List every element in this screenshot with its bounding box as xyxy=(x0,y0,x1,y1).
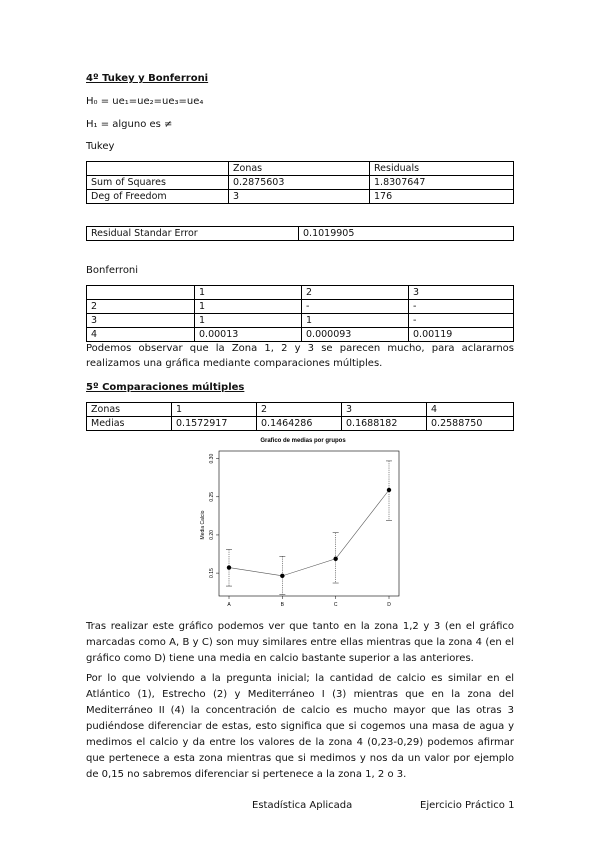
residual-label: Residual Standar Error xyxy=(87,227,299,241)
table-cell: 0.00119 xyxy=(409,328,514,342)
table-row xyxy=(87,227,514,241)
table-cell: Zonas xyxy=(87,403,172,417)
table-cell: Zonas xyxy=(229,162,370,176)
footer-left: Estadística Aplicada xyxy=(252,800,353,811)
table-cell: 0.2875603 xyxy=(229,176,370,190)
table-cell: 1 xyxy=(302,314,409,328)
table-cell: 0.2588750 xyxy=(427,417,514,431)
table-cell: 0.1572917 xyxy=(172,417,257,431)
mean-point xyxy=(227,565,231,569)
y-tick-label: 0.30 xyxy=(209,453,215,464)
table-cell: 3 xyxy=(342,403,427,417)
table-cell: 1.8307647 xyxy=(370,176,514,190)
y-tick-label: 0.25 xyxy=(209,491,215,502)
means-line xyxy=(229,490,389,576)
section5-heading: 5º Comparaciones múltiples xyxy=(86,382,245,393)
table-cell xyxy=(87,162,229,176)
y-tick-label: 0.15 xyxy=(209,568,215,578)
table-cell: Residuals xyxy=(370,162,514,176)
mean-point xyxy=(280,574,284,578)
table-cell: 0.000093 xyxy=(302,328,409,342)
table-row xyxy=(87,328,514,342)
tukey-label: Tukey xyxy=(86,141,115,152)
residual-value: 0.1019905 xyxy=(299,227,514,241)
table-cell: Deg of Freedom xyxy=(87,190,229,204)
table-cell: 2 xyxy=(302,286,409,300)
table-cell: 4 xyxy=(427,403,514,417)
table-row xyxy=(87,190,514,204)
x-tick-label: A xyxy=(227,602,231,608)
table-row xyxy=(87,286,514,300)
paragraph-1: Tras realizar este gráfico podemos ver que tanto en la zona 1,2 y 3 (en el gráfico marcadas como A, B y C) son muy similares entre ellas mientras que la zona 4 (en el gráfico como D) tiene una media en calcio bastante superior a las anteriores. xyxy=(86,621,514,664)
table-cell: 4 xyxy=(87,328,195,342)
y-axis-label: Media Calcio xyxy=(200,510,206,540)
table-cell: 3 xyxy=(87,314,195,328)
mean-point xyxy=(387,488,391,492)
paragraph-2: Por lo que volviendo a la pregunta inicial; la cantidad de calcio es similar en el Atlántico (1), Estrecho (2) y Mediterráneo I (3) mientras que en la zona del Mediterráneo II (4) la concentración de calcio es mucho mayor que las otras 3 pudiéndose diferenciar de estas, esto significa que si cogemos una masa de agua y medimos el calcio y da entre los valores de la zona 4 (0,23-0,29) podemos afirmar que pertenece a esta zona mientras que si medimos y nos da un valor por ejemplo de 0,15 no sabremos diferenciar si pertenece a la zona 1, 2 o 3. xyxy=(86,673,514,780)
tukey-table xyxy=(86,161,514,204)
table-cell: - xyxy=(409,314,514,328)
table-cell: - xyxy=(409,300,514,314)
table-row xyxy=(87,314,514,328)
plot-frame xyxy=(219,451,399,596)
table-cell: 2 xyxy=(257,403,342,417)
h1-hypothesis: H₁ = alguno es ≠ xyxy=(86,119,173,130)
table-cell: Sum of Squares xyxy=(87,176,229,190)
table-cell: 0.1464286 xyxy=(257,417,342,431)
table-cell: 3 xyxy=(409,286,514,300)
section4-heading: 4º Tukey y Bonferroni xyxy=(86,73,209,84)
table-cell: 1 xyxy=(195,286,302,300)
chart-title: Grafico de medias por grupos xyxy=(260,438,346,444)
table-cell: - xyxy=(302,300,409,314)
table-row xyxy=(87,403,514,417)
table-cell: Medias xyxy=(87,417,172,431)
y-tick-label: 0.20 xyxy=(209,530,215,540)
table-row xyxy=(87,300,514,314)
x-tick-label: C xyxy=(333,602,338,608)
table-cell: 2 xyxy=(87,300,195,314)
table-cell: 1 xyxy=(195,300,302,314)
table-cell: 0.00013 xyxy=(195,328,302,342)
table-cell: 1 xyxy=(195,314,302,328)
table-row xyxy=(87,176,514,190)
mean-point xyxy=(333,557,337,561)
table-cell: 0.1688182 xyxy=(342,417,427,431)
x-tick-label: B xyxy=(280,602,285,608)
table-cell: 3 xyxy=(229,190,370,204)
means-table xyxy=(86,402,514,431)
footer-right: Ejercicio Práctico 1 xyxy=(420,800,515,811)
table-cell: 176 xyxy=(370,190,514,204)
x-tick-label: D xyxy=(387,602,391,608)
bonferroni-table xyxy=(86,285,514,342)
table-row xyxy=(87,417,514,431)
observation-text: Podemos observar que la Zona 1, 2 y 3 se parecen mucho, para aclararnos realizamos una gráfica mediante comparaciones múltiples. xyxy=(86,343,514,369)
table-cell xyxy=(87,286,195,300)
table-row xyxy=(87,162,514,176)
h0-hypothesis: H₀ = ue₁=ue₂=ue₃=ue₄ xyxy=(86,96,204,107)
means-chart xyxy=(195,433,410,613)
bonferroni-label: Bonferroni xyxy=(86,265,139,276)
table-cell: 1 xyxy=(172,403,257,417)
residual-table xyxy=(86,226,514,241)
